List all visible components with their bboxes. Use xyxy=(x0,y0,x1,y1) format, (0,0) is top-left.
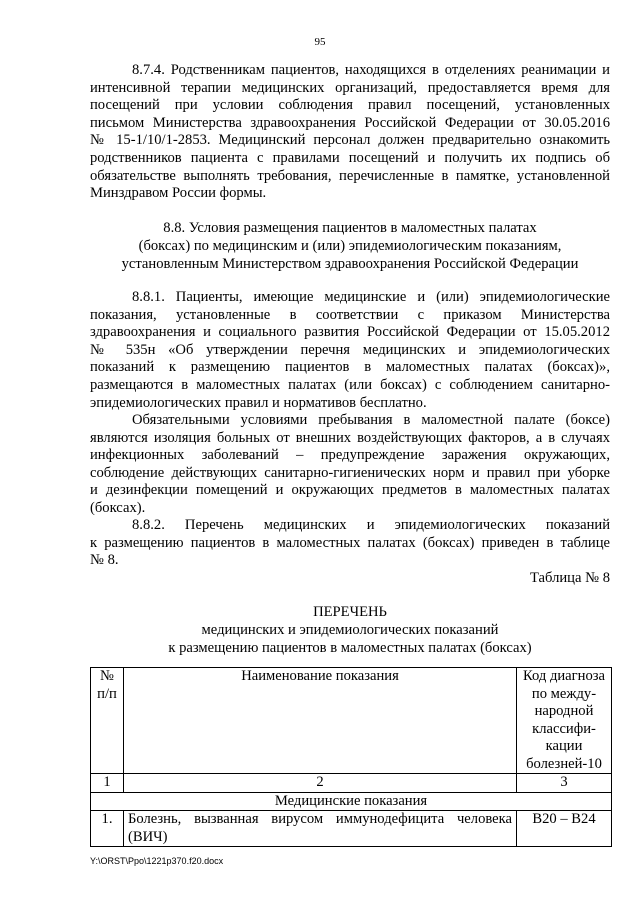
text-line: 8.7.4. Родственникам пациентов, находящихся в отделениях реанимации и xyxy=(132,62,610,78)
text-line: к размещению пациентов в маломестных палатах (боксах) приведен в таблице xyxy=(90,534,610,551)
header-line: кации xyxy=(545,738,583,754)
row-name: Болезнь, вызванная вирусом иммунодефицита человека (ВИЧ) xyxy=(124,811,517,847)
page-number: 95 xyxy=(314,36,326,48)
text-line: № 15-1/10/1-2853. Медицинский персонал должен предварительно ознакомить xyxy=(90,132,610,149)
text-line: посещений при условии соблюдения правил посещений, установленных xyxy=(90,97,610,114)
text-line: здравоохранения и социального развития Российской Федерации от 15.05.2012 xyxy=(90,324,610,341)
row-number: 1. xyxy=(91,811,124,847)
header-name: Наименование показания xyxy=(124,668,517,774)
text-line: показаний к размещению пациентов в маломестных палатах (боксах)», xyxy=(90,359,610,376)
section-8-8-2 xyxy=(90,517,610,570)
column-number: 3 xyxy=(517,774,612,793)
text-line: являются изоляция больных от внешних воздействующих факторов, а в случаях xyxy=(90,429,610,446)
text-line: 8.8.2. Перечень медицинских и эпидемиологических показаний xyxy=(132,517,610,533)
list-subtitle xyxy=(90,621,610,657)
text-line: № 535н «Об утверждении перечня медицинских и эпидемиологических xyxy=(90,341,610,358)
text-line: Минздравом России формы. xyxy=(90,185,267,202)
header-line: классифи- xyxy=(532,720,596,737)
group-label: Медицинские показания xyxy=(91,792,612,811)
header-code xyxy=(517,668,612,774)
text-line: показания, установленные в соответствии с приказом Министерства xyxy=(90,306,610,323)
table-row xyxy=(91,811,612,847)
header-line: народной xyxy=(534,703,594,719)
header-line: Код диагноза xyxy=(522,668,605,684)
header-line: по между- xyxy=(531,685,597,702)
subtitle-line: медицинских и эпидемиологических показаний xyxy=(201,622,499,638)
text-line: № 8. xyxy=(90,552,119,569)
column-number: 2 xyxy=(124,774,517,793)
text-line: письмом Министерства здравоохранения Российской Федерации от 30.05.2016 xyxy=(90,114,610,131)
header-number xyxy=(91,668,124,774)
text-line: Обязательными условиями пребывания в маломестной палате (боксе) xyxy=(132,412,610,428)
header-line: № xyxy=(100,668,114,684)
table-label: Таблица № 8 xyxy=(530,570,610,586)
section-8-7-4 xyxy=(90,62,610,203)
section-8-8-1 xyxy=(90,289,610,412)
text-line: соблюдение действующих санитарно-гигиенических норм и правил при уборке xyxy=(90,464,610,481)
indications-table xyxy=(90,667,612,847)
row-code: B20 – B24 xyxy=(517,811,612,847)
list-title: ПЕРЕЧЕНЬ xyxy=(313,604,387,620)
text-line: эпидемиологических правил и нормативов бесплатно. xyxy=(90,394,427,411)
text-line: обязательстве выполнять требования, перечисленные в памятке, установленной xyxy=(90,167,610,184)
text-line: родственников пациента с правилами посещений и получить их подпись об xyxy=(90,149,610,166)
text-line: размещаются в маломестных палатах (или боксах) с соблюдением санитарно- xyxy=(90,376,610,393)
column-number-row xyxy=(91,774,612,793)
header-line: п/п xyxy=(97,685,117,702)
column-number: 1 xyxy=(91,774,124,793)
text-line: (боксах). xyxy=(90,499,146,516)
subtitle-line: к размещению пациентов в маломестных палатах (боксах) xyxy=(168,640,532,656)
table-header-row xyxy=(91,668,612,774)
heading-line: (боксах) по медицинским и (или) эпидемиологическим показаниям, xyxy=(138,238,562,254)
heading-line: 8.8. Условия размещения пациентов в маломестных палатах xyxy=(163,220,537,236)
text-line: 8.8.1. Пациенты, имеющие медицинские и (или) эпидемиологические xyxy=(132,289,610,305)
header-line: болезней-10 xyxy=(526,755,602,772)
heading-line: установленным Министерством здравоохранения Российской Федерации xyxy=(121,256,579,272)
paragraph-conditions xyxy=(90,412,610,518)
section-heading-8-8 xyxy=(90,219,610,273)
text-line: и дезинфекции помещений и окружающих предметов в маломестных палатах xyxy=(90,482,610,499)
group-row xyxy=(91,792,612,811)
footer-path: Y:\ORST\Ppo\1221p370.f20.docx xyxy=(90,856,224,866)
text-line: инфекционных заболеваний – предупреждение заражения окружающих, xyxy=(90,447,610,464)
text-line: интенсивной терапии медицинских организаций, предоставляется время для xyxy=(90,79,610,96)
